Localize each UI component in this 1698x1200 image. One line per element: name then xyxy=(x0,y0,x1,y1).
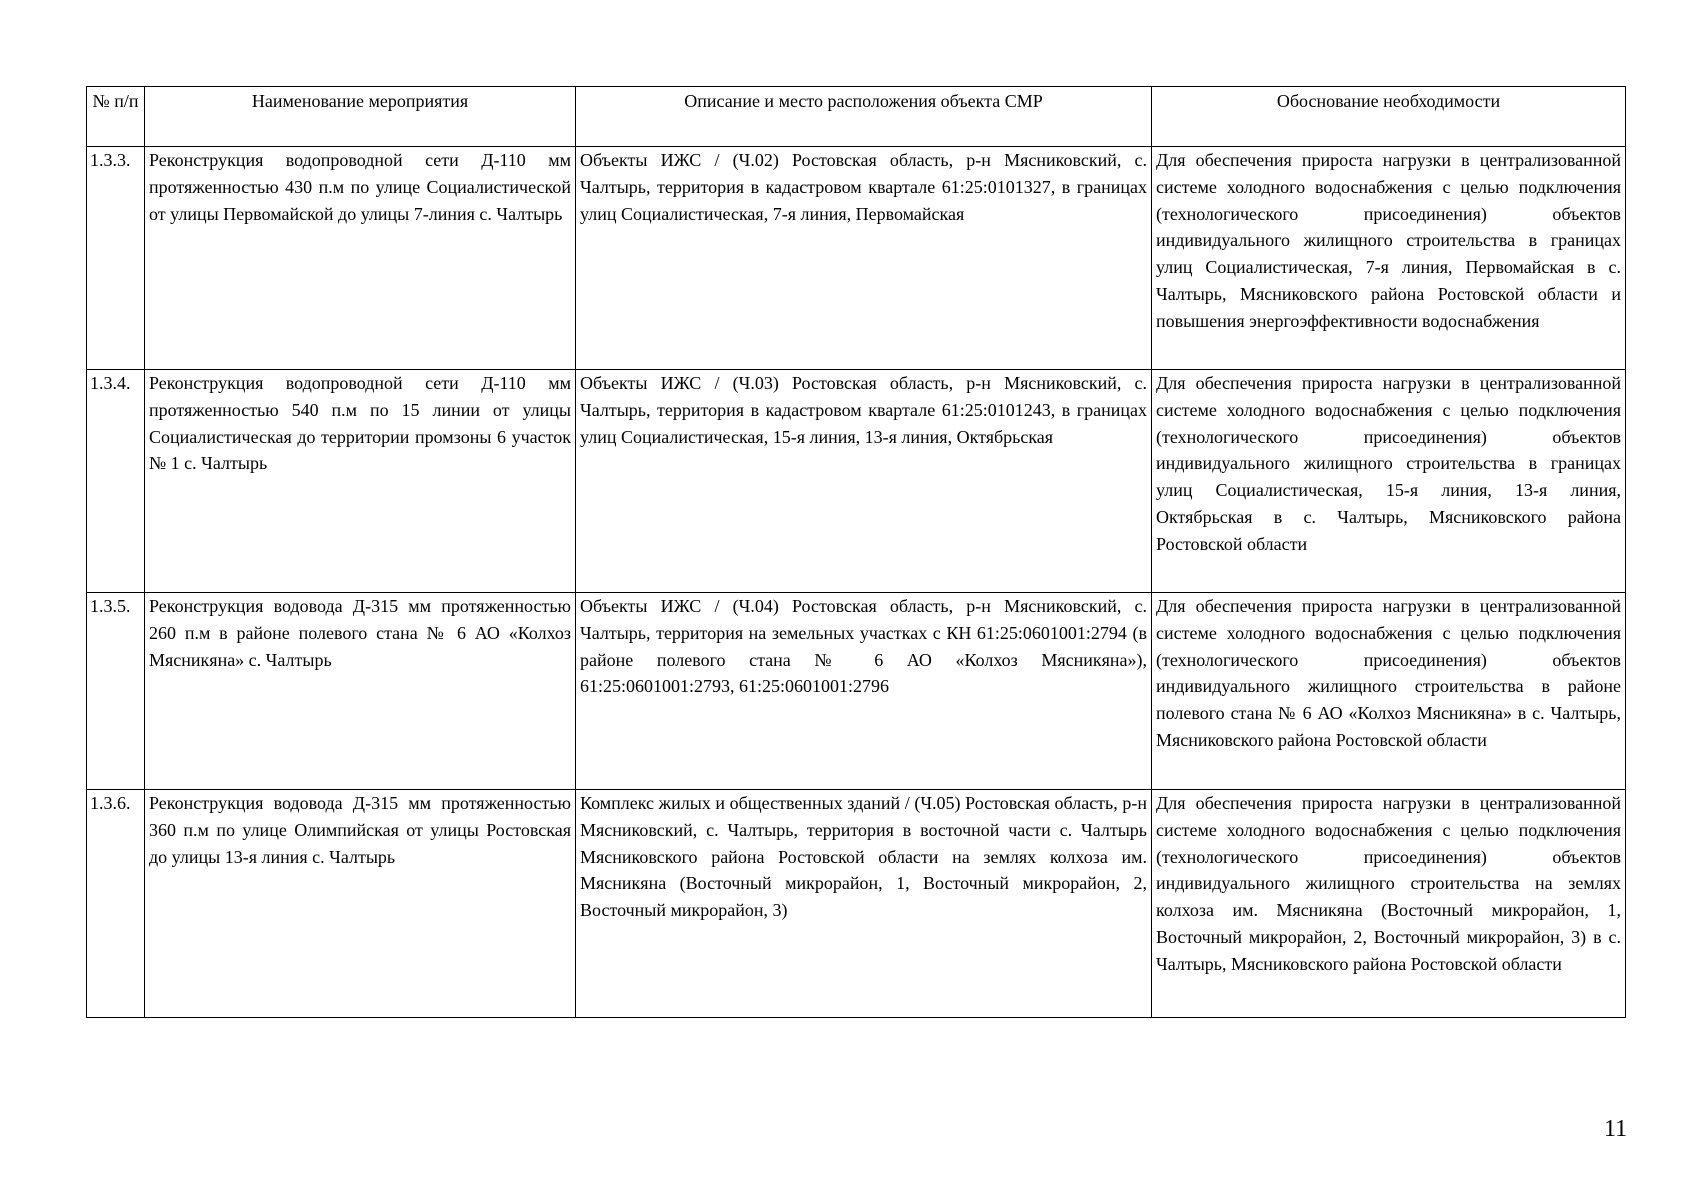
row-number: 1.3.6. xyxy=(87,790,145,1018)
justification: Для обеспечения прироста нагрузки в централизованной системе холодного водоснабжения с целью подключения (технологического присоединения) объектов индивидуального жилищного строительства в границах улиц Социалистическая, 15-я линия, 13-я линия, Октябрьская в с. Чалтырь, Мясниковского района Ростовской области xyxy=(1152,370,1626,593)
object-description: Комплекс жилых и общественных зданий / (Ч.05) Ростовская область, р-н Мясниковский, с. Чалтырь, территория в восточной части с. Чалтырь Мясниковского района Ростовской области на землях колхоза им. Мясникяна (Восточный микрорайон, 1, Восточный микрорайон, 2, Восточный микрорайон, 3) xyxy=(576,790,1152,1018)
page-number: 11 xyxy=(1604,1116,1628,1142)
measure-name: Реконструкция водопроводной сети Д-110 мм протяженностью 430 п.м по улице Социалистической от улицы Первомайской до улицы 7-линия с. Чалтырь xyxy=(145,147,576,370)
measure-name: Реконструкция водовода Д-315 мм протяженностью 360 п.м по улице Олимпийская от улицы Ростовская до улицы 13-я линия с. Чалтырь xyxy=(145,790,576,1018)
table-row xyxy=(87,147,1626,370)
measures-table xyxy=(86,86,1626,1018)
row-number: 1.3.3. xyxy=(87,147,145,370)
table-row xyxy=(87,790,1626,1018)
header-name: Наименование мероприятия xyxy=(145,87,576,147)
table-row xyxy=(87,370,1626,593)
object-description: Объекты ИЖС / (Ч.03) Ростовская область, р-н Мясниковский, с. Чалтырь, территория в кадастровом квартале 61:25:0101243, в границах улиц Социалистическая, 15-я линия, 13-я линия, Октябрьская xyxy=(576,370,1152,593)
table-row xyxy=(87,593,1626,790)
measure-name: Реконструкция водовода Д-315 мм протяженностью 260 п.м в районе полевого стана № 6 АО «Колхоз Мясникяна» с. Чалтырь xyxy=(145,593,576,790)
header-description: Описание и место расположения объекта СМР xyxy=(576,87,1152,147)
row-number: 1.3.4. xyxy=(87,370,145,593)
justification: Для обеспечения прироста нагрузки в централизованной системе холодного водоснабжения с целью подключения (технологического присоединения) объектов индивидуального жилищного строительства в границах улиц Социалистическая, 7-я линия, Первомайская в с. Чалтырь, Мясниковского района Ростовской области и повышения энергоэффективности водоснабжения xyxy=(1152,147,1626,370)
object-description: Объекты ИЖС / (Ч.02) Ростовская область, р-н Мясниковский, с. Чалтырь, территория в кадастровом квартале 61:25:0101327, в границах улиц Социалистическая, 7-я линия, Первомайская xyxy=(576,147,1152,370)
justification: Для обеспечения прироста нагрузки в централизованной системе холодного водоснабжения с целью подключения (технологического присоединения) объектов индивидуального жилищного строительства на землях колхоза им. Мясникяна (Восточный микрорайон, 1, Восточный микрорайон, 2, Восточный микрорайон, 3) в с. Чалтырь, Мясниковского района Ростовской области xyxy=(1152,790,1626,1018)
measure-name: Реконструкция водопроводной сети Д-110 мм протяженностью 540 п.м по 15 линии от улицы Социалистическая до территории промзоны 6 участок № 1 с. Чалтырь xyxy=(145,370,576,593)
table-header-row xyxy=(87,87,1626,147)
object-description: Объекты ИЖС / (Ч.04) Ростовская область, р-н Мясниковский, с. Чалтырь, территория на земельных участках с КН 61:25:0601001:2794 (в районе полевого стана № 6 АО «Колхоз Мясникяна»), 61:25:0601001:2793, 61:25:0601001:2796 xyxy=(576,593,1152,790)
row-number: 1.3.5. xyxy=(87,593,145,790)
justification: Для обеспечения прироста нагрузки в централизованной системе холодного водоснабжения с целью подключения (технологического присоединения) объектов индивидуального жилищного строительства в районе полевого стана № 6 АО «Колхоз Мясникяна» в с. Чалтырь, Мясниковского района Ростовской области xyxy=(1152,593,1626,790)
header-num: № п/п xyxy=(87,87,145,147)
header-justification: Обоснование необходимости xyxy=(1152,87,1626,147)
